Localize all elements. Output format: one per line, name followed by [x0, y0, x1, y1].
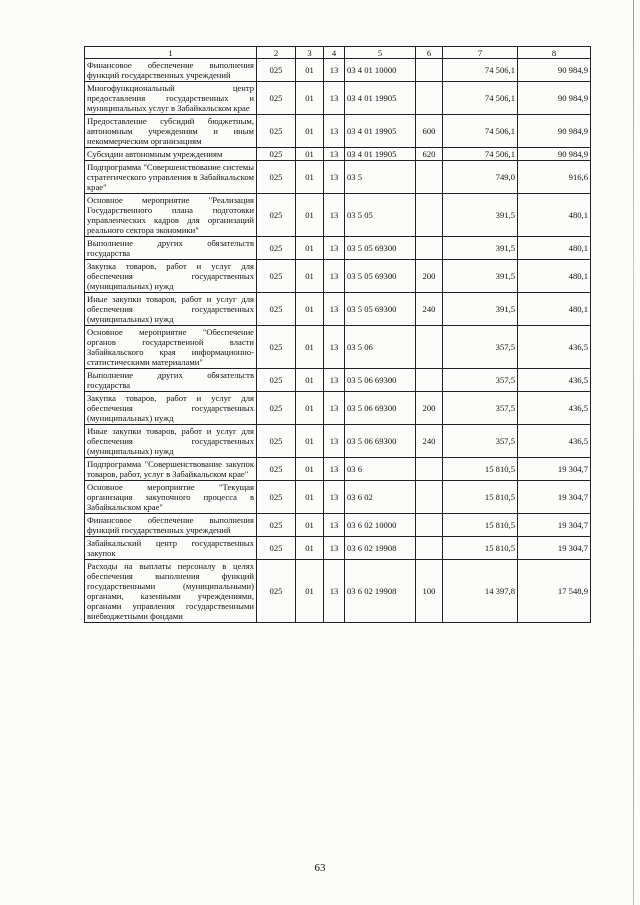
target-article-cell: 03 5 05 [345, 194, 416, 237]
section-code-cell: 01 [296, 458, 324, 481]
column-header: 7 [443, 47, 518, 59]
amount-year2-cell: 90 984,9 [518, 82, 591, 115]
target-article-cell: 03 4 01 10000 [345, 59, 416, 82]
column-header: 1 [85, 47, 257, 59]
amount-year1-cell: 15 810,5 [443, 514, 518, 537]
amount-year2-cell: 19 304,7 [518, 458, 591, 481]
target-article-cell: 03 4 01 19905 [345, 148, 416, 161]
section-code-cell: 01 [296, 161, 324, 194]
amount-year2-cell: 19 304,7 [518, 537, 591, 560]
expense-type-cell [416, 194, 443, 237]
page-edge-shadow [633, 0, 634, 905]
admin-code-cell: 025 [257, 458, 296, 481]
subsection-code-cell: 13 [324, 481, 345, 514]
subsection-code-cell: 13 [324, 560, 345, 623]
expense-type-cell [416, 59, 443, 82]
expense-type-cell: 240 [416, 293, 443, 326]
subsection-code-cell: 13 [324, 194, 345, 237]
amount-year2-cell: 480,1 [518, 237, 591, 260]
column-header: 5 [345, 47, 416, 59]
section-code-cell: 01 [296, 369, 324, 392]
section-code-cell: 01 [296, 293, 324, 326]
table-row [85, 293, 591, 326]
target-article-cell: 03 5 06 69300 [345, 369, 416, 392]
row-name-cell: Подпрограмма "Совершенствование закупок товаров, работ, услуг в Забайкальском крае" [85, 458, 257, 481]
subsection-code-cell: 13 [324, 326, 345, 369]
amount-year2-cell: 480,1 [518, 194, 591, 237]
amount-year2-cell: 90 984,9 [518, 115, 591, 148]
expense-type-cell: 240 [416, 425, 443, 458]
column-header: 3 [296, 47, 324, 59]
admin-code-cell: 025 [257, 481, 296, 514]
column-header: 4 [324, 47, 345, 59]
expense-type-cell: 600 [416, 115, 443, 148]
subsection-code-cell: 13 [324, 260, 345, 293]
row-name-cell: Субсидии автономным учреждениям [85, 148, 257, 161]
row-name-cell: Иные закупки товаров, работ и услуг для обеспечения государственных (муниципальных) нужд [85, 293, 257, 326]
expense-type-cell [416, 161, 443, 194]
table-row [85, 82, 591, 115]
expense-type-cell: 200 [416, 392, 443, 425]
amount-year1-cell: 391,5 [443, 260, 518, 293]
expense-type-cell: 200 [416, 260, 443, 293]
admin-code-cell: 025 [257, 260, 296, 293]
row-name-cell: Закупка товаров, работ и услуг для обеспечения государственных (муниципальных) нужд [85, 260, 257, 293]
amount-year2-cell: 436,5 [518, 369, 591, 392]
table-row [85, 481, 591, 514]
section-code-cell: 01 [296, 194, 324, 237]
admin-code-cell: 025 [257, 59, 296, 82]
target-article-cell: 03 4 01 19905 [345, 82, 416, 115]
target-article-cell: 03 6 02 19908 [345, 537, 416, 560]
subsection-code-cell: 13 [324, 161, 345, 194]
subsection-code-cell: 13 [324, 237, 345, 260]
row-name-cell: Предоставление субсидий бюджетным, автономным учреждениям и иным некоммерческим организациям [85, 115, 257, 148]
amount-year2-cell: 90 984,9 [518, 59, 591, 82]
amount-year1-cell: 749,0 [443, 161, 518, 194]
table-row [85, 425, 591, 458]
amount-year1-cell: 391,5 [443, 194, 518, 237]
amount-year1-cell: 391,5 [443, 293, 518, 326]
admin-code-cell: 025 [257, 237, 296, 260]
section-code-cell: 01 [296, 560, 324, 623]
expense-type-cell [416, 326, 443, 369]
expense-type-cell [416, 537, 443, 560]
section-code-cell: 01 [296, 237, 324, 260]
amount-year2-cell: 916,6 [518, 161, 591, 194]
target-article-cell: 03 4 01 19905 [345, 115, 416, 148]
table-row [85, 458, 591, 481]
table-row [85, 326, 591, 369]
target-article-cell: 03 5 06 69300 [345, 425, 416, 458]
amount-year1-cell: 74 506,1 [443, 82, 518, 115]
row-name-cell: Основное мероприятие "Реализация Государственного плана подготовки управленческих кадров для организаций реального сектора экономики" [85, 194, 257, 237]
subsection-code-cell: 13 [324, 369, 345, 392]
expense-type-cell: 100 [416, 560, 443, 623]
amount-year1-cell: 357,5 [443, 326, 518, 369]
table-row [85, 560, 591, 623]
section-code-cell: 01 [296, 82, 324, 115]
admin-code-cell: 025 [257, 326, 296, 369]
section-code-cell: 01 [296, 481, 324, 514]
subsection-code-cell: 13 [324, 82, 345, 115]
admin-code-cell: 025 [257, 537, 296, 560]
subsection-code-cell: 13 [324, 59, 345, 82]
row-name-cell: Выполнение других обязательств государства [85, 369, 257, 392]
table-row [85, 537, 591, 560]
table-row [85, 194, 591, 237]
table-body [85, 59, 591, 623]
admin-code-cell: 025 [257, 194, 296, 237]
row-name-cell: Финансовое обеспечение выполнения функций государственных учреждений [85, 59, 257, 82]
admin-code-cell: 025 [257, 560, 296, 623]
column-header: 6 [416, 47, 443, 59]
row-name-cell: Выполнение других обязательств государства [85, 237, 257, 260]
amount-year1-cell: 357,5 [443, 392, 518, 425]
expense-type-cell [416, 82, 443, 115]
amount-year2-cell: 90 984,9 [518, 148, 591, 161]
amount-year1-cell: 15 810,5 [443, 481, 518, 514]
expense-type-cell [416, 369, 443, 392]
subsection-code-cell: 13 [324, 514, 345, 537]
table-row [85, 369, 591, 392]
row-name-cell: Иные закупки товаров, работ и услуг для обеспечения государственных (муниципальных) нужд [85, 425, 257, 458]
table-row [85, 59, 591, 82]
header-row [85, 47, 591, 59]
section-code-cell: 01 [296, 59, 324, 82]
section-code-cell: 01 [296, 514, 324, 537]
target-article-cell: 03 6 02 10000 [345, 514, 416, 537]
amount-year1-cell: 357,5 [443, 425, 518, 458]
amount-year2-cell: 436,5 [518, 326, 591, 369]
expense-type-cell [416, 237, 443, 260]
target-article-cell: 03 5 05 69300 [345, 293, 416, 326]
table-row [85, 148, 591, 161]
section-code-cell: 01 [296, 537, 324, 560]
table-row [85, 115, 591, 148]
row-name-cell: Закупка товаров, работ и услуг для обеспечения государственных (муниципальных) нужд [85, 392, 257, 425]
subsection-code-cell: 13 [324, 392, 345, 425]
budget-table [84, 46, 591, 623]
amount-year1-cell: 74 506,1 [443, 148, 518, 161]
page-number: 63 [314, 862, 326, 874]
section-code-cell: 01 [296, 425, 324, 458]
admin-code-cell: 025 [257, 392, 296, 425]
admin-code-cell: 025 [257, 369, 296, 392]
amount-year1-cell: 74 506,1 [443, 59, 518, 82]
row-name-cell: Многофункциональный центр предоставления государственных и муниципальных услуг в Забайкальском крае [85, 82, 257, 115]
admin-code-cell: 025 [257, 161, 296, 194]
section-code-cell: 01 [296, 326, 324, 369]
target-article-cell: 03 5 [345, 161, 416, 194]
admin-code-cell: 025 [257, 514, 296, 537]
table-row [85, 392, 591, 425]
amount-year1-cell: 15 810,5 [443, 458, 518, 481]
admin-code-cell: 025 [257, 293, 296, 326]
table-row [85, 514, 591, 537]
amount-year1-cell: 357,5 [443, 369, 518, 392]
expense-type-cell: 620 [416, 148, 443, 161]
target-article-cell: 03 6 02 19908 [345, 560, 416, 623]
row-name-cell: Основное мероприятие "Текущая организация закупочного процесса в Забайкальском крае" [85, 481, 257, 514]
amount-year1-cell: 74 506,1 [443, 115, 518, 148]
admin-code-cell: 025 [257, 425, 296, 458]
table-row [85, 161, 591, 194]
row-name-cell: Подпрограмма "Совершенствование системы стратегического управления в Забайкальском крае" [85, 161, 257, 194]
column-header: 2 [257, 47, 296, 59]
row-name-cell: Основное мероприятие "Обеспечение органов государственной власти Забайкальского края информационно-статистическими материалами" [85, 326, 257, 369]
section-code-cell: 01 [296, 115, 324, 148]
column-header: 8 [518, 47, 591, 59]
row-name-cell: Забайкальский центр государственных закупок [85, 537, 257, 560]
subsection-code-cell: 13 [324, 293, 345, 326]
row-name-cell: Финансовое обеспечение выполнения функций государственных учреждений [85, 514, 257, 537]
target-article-cell: 03 6 [345, 458, 416, 481]
target-article-cell: 03 5 05 69300 [345, 260, 416, 293]
target-article-cell: 03 5 06 [345, 326, 416, 369]
target-article-cell: 03 5 06 69300 [345, 392, 416, 425]
expense-type-cell [416, 458, 443, 481]
subsection-code-cell: 13 [324, 458, 345, 481]
target-article-cell: 03 5 05 69300 [345, 237, 416, 260]
amount-year2-cell: 480,1 [518, 260, 591, 293]
subsection-code-cell: 13 [324, 148, 345, 161]
subsection-code-cell: 13 [324, 115, 345, 148]
admin-code-cell: 025 [257, 115, 296, 148]
amount-year1-cell: 14 397,8 [443, 560, 518, 623]
target-article-cell: 03 6 02 [345, 481, 416, 514]
expense-type-cell [416, 514, 443, 537]
amount-year2-cell: 19 304,7 [518, 481, 591, 514]
amount-year2-cell: 480,1 [518, 293, 591, 326]
admin-code-cell: 025 [257, 148, 296, 161]
subsection-code-cell: 13 [324, 537, 345, 560]
amount-year1-cell: 391,5 [443, 237, 518, 260]
amount-year2-cell: 19 304,7 [518, 514, 591, 537]
section-code-cell: 01 [296, 260, 324, 293]
amount-year1-cell: 15 810,5 [443, 537, 518, 560]
amount-year2-cell: 17 548,9 [518, 560, 591, 623]
expense-type-cell [416, 481, 443, 514]
amount-year2-cell: 436,5 [518, 392, 591, 425]
row-name-cell: Расходы на выплаты персоналу в целях обеспечения выполнения функций государственными (муниципальными) органами, казенными учреждениями, органами управления государственными внебюджетными фондами [85, 560, 257, 623]
section-code-cell: 01 [296, 148, 324, 161]
table-row [85, 260, 591, 293]
amount-year2-cell: 436,5 [518, 425, 591, 458]
table-row [85, 237, 591, 260]
section-code-cell: 01 [296, 392, 324, 425]
admin-code-cell: 025 [257, 82, 296, 115]
subsection-code-cell: 13 [324, 425, 345, 458]
